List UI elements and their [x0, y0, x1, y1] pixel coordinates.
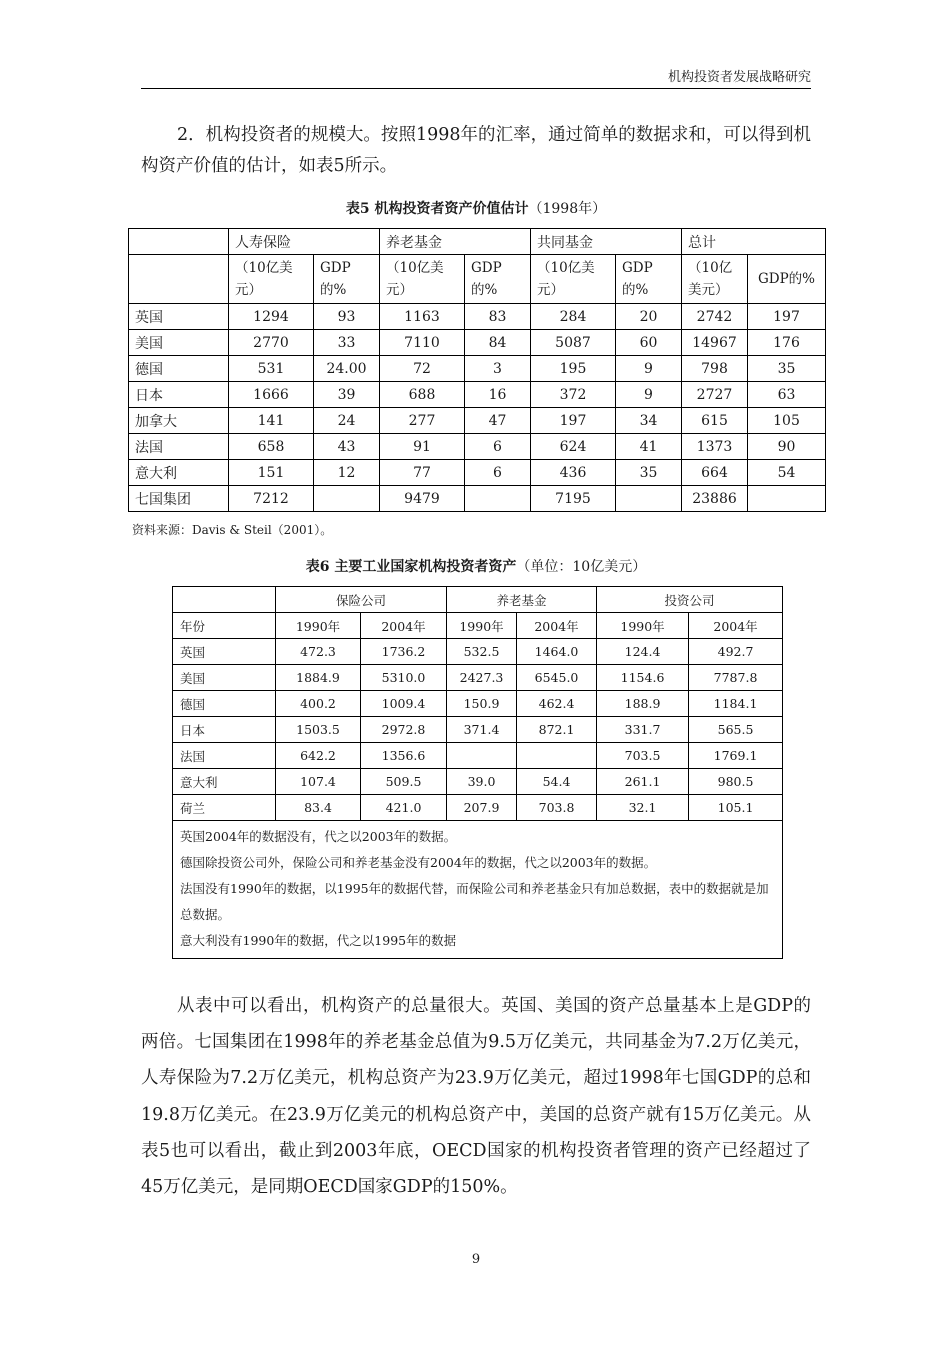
cell: 9: [616, 382, 682, 408]
table6-year-header: 1990年: [276, 613, 361, 639]
cell: 24: [314, 408, 380, 434]
table6-group-header: 投资公司: [597, 587, 783, 613]
table6-year-header: 2004年: [689, 613, 783, 639]
table-row: [173, 795, 783, 821]
cell: 39: [314, 382, 380, 408]
cell: 1373: [682, 434, 748, 460]
table6-year-label: 年份: [173, 613, 276, 639]
cell: 331.7: [597, 717, 689, 743]
cell: 703.5: [597, 743, 689, 769]
cell: 642.2: [276, 743, 361, 769]
cell: 16: [465, 382, 531, 408]
cell: 107.4: [276, 769, 361, 795]
cell: 1184.1: [689, 691, 783, 717]
cell: 84: [465, 330, 531, 356]
cell: 615: [682, 408, 748, 434]
table-row: [173, 665, 783, 691]
cell: 624: [531, 434, 616, 460]
cell: 703.8: [517, 795, 597, 821]
row-country: 美国: [173, 665, 276, 691]
cell: 83: [465, 304, 531, 330]
cell: 664: [682, 460, 748, 486]
cell: 93: [314, 304, 380, 330]
table-row: [129, 304, 826, 330]
row-country: 加拿大: [129, 408, 229, 434]
table-row: [173, 639, 783, 665]
row-country: 美国: [129, 330, 229, 356]
cell: 54: [748, 460, 826, 486]
table-row: [129, 330, 826, 356]
cell: 462.4: [517, 691, 597, 717]
cell: 7195: [531, 486, 616, 512]
table5-corner: [129, 229, 229, 255]
cell: 176: [748, 330, 826, 356]
cell: 6: [465, 434, 531, 460]
cell: 63: [748, 382, 826, 408]
table-row: [129, 460, 826, 486]
table6-year-header: 1990年: [447, 613, 517, 639]
cell: 12: [314, 460, 380, 486]
table5-subheader: GDP的%: [748, 255, 826, 304]
table6-group-header: 保险公司: [276, 587, 447, 613]
cell: 6: [465, 460, 531, 486]
cell: 72: [380, 356, 465, 382]
table5-caption-suffix: （1998年）: [528, 201, 607, 217]
cell: 1009.4: [361, 691, 447, 717]
cell: [517, 743, 597, 769]
row-country: 七国集团: [129, 486, 229, 512]
cell: 277: [380, 408, 465, 434]
row-country: 意大利: [173, 769, 276, 795]
row-country: 日本: [173, 717, 276, 743]
cell: 492.7: [689, 639, 783, 665]
cell: 1666: [229, 382, 314, 408]
cell: 7110: [380, 330, 465, 356]
table6-group-header: 养老基金: [447, 587, 597, 613]
table5-corner: [129, 255, 229, 304]
cell: 197: [531, 408, 616, 434]
cell: [748, 486, 826, 512]
cell: 197: [748, 304, 826, 330]
cell: 90: [748, 434, 826, 460]
table5-subheader: （10亿美元）: [531, 255, 616, 304]
table-row: [129, 356, 826, 382]
cell: 436: [531, 460, 616, 486]
table6-note: 意大利没有1990年的数据，代之以1995年的数据: [180, 933, 457, 948]
table5-subheader: GDP的%: [314, 255, 380, 304]
cell: 7787.8: [689, 665, 783, 691]
cell: [447, 743, 517, 769]
cell: 3: [465, 356, 531, 382]
table5-subheader: （10亿美元）: [229, 255, 314, 304]
cell: 2972.8: [361, 717, 447, 743]
running-header: 机构投资者发展战略研究: [667, 70, 811, 85]
cell: 33: [314, 330, 380, 356]
table6-year-header: 2004年: [361, 613, 447, 639]
cell: [616, 486, 682, 512]
cell: 54.4: [517, 769, 597, 795]
cell: 9: [616, 356, 682, 382]
table5-subheader: GDP的%: [465, 255, 531, 304]
cell: 47: [465, 408, 531, 434]
table5-group-header: 共同基金: [531, 229, 682, 255]
table6-corner: [173, 587, 276, 613]
cell: 151: [229, 460, 314, 486]
cell: 7212: [229, 486, 314, 512]
cell: 1154.6: [597, 665, 689, 691]
cell: 41: [616, 434, 682, 460]
table6-caption-title: 表6 主要工业国家机构投资者资产: [305, 559, 517, 575]
table6-note: 德国除投资公司外，保险公司和养老基金没有2004年的数据，代之以2003年的数据。: [180, 855, 657, 870]
table6: [172, 586, 783, 959]
cell: 6545.0: [517, 665, 597, 691]
table-row: [129, 434, 826, 460]
page-number: 9: [471, 1252, 481, 1267]
cell: 39.0: [447, 769, 517, 795]
table6-caption-suffix: （单位：10亿美元）: [516, 559, 647, 575]
table-row: [173, 743, 783, 769]
row-country: 法国: [173, 743, 276, 769]
table6-caption: [141, 556, 811, 576]
table5-group-header: 总计: [682, 229, 826, 255]
table-row: [173, 691, 783, 717]
row-country: 德国: [129, 356, 229, 382]
cell: 872.1: [517, 717, 597, 743]
cell: 1163: [380, 304, 465, 330]
cell: 2742: [682, 304, 748, 330]
cell: 91: [380, 434, 465, 460]
cell: 34: [616, 408, 682, 434]
cell: 1464.0: [517, 639, 597, 665]
cell: 5087: [531, 330, 616, 356]
cell: 207.9: [447, 795, 517, 821]
table5-subheader: GDP的%: [616, 255, 682, 304]
cell: 9479: [380, 486, 465, 512]
cell: 284: [531, 304, 616, 330]
table-row: [129, 408, 826, 434]
table5-source: 资料来源：Davis & Steil（2001）。: [132, 523, 333, 537]
table5-subheader: （10亿美元）: [380, 255, 465, 304]
header-rule: [141, 88, 811, 89]
paragraph-2: 从表中可以看出，机构资产的总量很大。英国、美国的资产总量基本上是GDP的两倍。七国集团在1998年的养老基金总值为9.5万亿美元，共同基金为7.2万亿美元，人寿保险为7.2万亿美元，机构总资产为23.9万亿美元，超过1998年七国GDP的总和19.8万亿美元。在23.9万亿美元的机构总资产中，美国的总资产就有15万亿美元。从表5也可以看出，截止到2003年底，OECD国家的机构投资者管理的资产已经超过了45万亿美元，是同期OECD国家GDP的150%。: [141, 996, 811, 1198]
cell: 141: [229, 408, 314, 434]
cell: 532.5: [447, 639, 517, 665]
table-row: [129, 486, 826, 512]
cell: 688: [380, 382, 465, 408]
cell: 83.4: [276, 795, 361, 821]
cell: [465, 486, 531, 512]
row-country: 法国: [129, 434, 229, 460]
row-country: 德国: [173, 691, 276, 717]
cell: 124.4: [597, 639, 689, 665]
cell: 372: [531, 382, 616, 408]
table-row: [173, 717, 783, 743]
cell: 24.00: [314, 356, 380, 382]
cell: 150.9: [447, 691, 517, 717]
table5: [128, 228, 826, 512]
table5-caption-title: 表5 机构投资者资产价值估计: [345, 201, 529, 217]
table-row: [173, 769, 783, 795]
cell: 1294: [229, 304, 314, 330]
cell: 20: [616, 304, 682, 330]
table6-notes: [173, 821, 783, 959]
table5-subheader: （10亿美元）: [682, 255, 748, 304]
cell: 14967: [682, 330, 748, 356]
row-country: 英国: [129, 304, 229, 330]
table6-note: 英国2004年的数据没有，代之以2003年的数据。: [180, 829, 457, 844]
cell: 400.2: [276, 691, 361, 717]
cell: 565.5: [689, 717, 783, 743]
cell: 980.5: [689, 769, 783, 795]
cell: 105.1: [689, 795, 783, 821]
cell: 188.9: [597, 691, 689, 717]
cell: 798: [682, 356, 748, 382]
cell: 472.3: [276, 639, 361, 665]
row-country: 意大利: [129, 460, 229, 486]
row-country: 荷兰: [173, 795, 276, 821]
table6-year-header: 1990年: [597, 613, 689, 639]
cell: 77: [380, 460, 465, 486]
cell: 1884.9: [276, 665, 361, 691]
cell: 531: [229, 356, 314, 382]
cell: 371.4: [447, 717, 517, 743]
cell: 32.1: [597, 795, 689, 821]
row-country: 英国: [173, 639, 276, 665]
row-country: 日本: [129, 382, 229, 408]
cell: 35: [748, 356, 826, 382]
cell: 1503.5: [276, 717, 361, 743]
table-row: [129, 382, 826, 408]
cell: 43: [314, 434, 380, 460]
cell: 509.5: [361, 769, 447, 795]
cell: 105: [748, 408, 826, 434]
cell: 1736.2: [361, 639, 447, 665]
table5-group-header: 人寿保险: [229, 229, 380, 255]
cell: 35: [616, 460, 682, 486]
cell: 23886: [682, 486, 748, 512]
cell: 1356.6: [361, 743, 447, 769]
table5-caption: [141, 198, 811, 218]
cell: [314, 486, 380, 512]
cell: 2727: [682, 382, 748, 408]
table6-note: 法国没有1990年的数据，以1995年的数据代替，而保险公司和养老基金只有加总数据，表中的数据就是加总数据。: [180, 881, 769, 922]
paragraph-1: 2．机构投资者的规模大。按照1998年的汇率，通过简单的数据求和，可以得到机构资产价值的估计，如表5所示。: [141, 125, 811, 176]
cell: 658: [229, 434, 314, 460]
cell: 60: [616, 330, 682, 356]
table6-year-header: 2004年: [517, 613, 597, 639]
cell: 195: [531, 356, 616, 382]
cell: 2770: [229, 330, 314, 356]
cell: 1769.1: [689, 743, 783, 769]
cell: 421.0: [361, 795, 447, 821]
cell: 261.1: [597, 769, 689, 795]
cell: 2427.3: [447, 665, 517, 691]
cell: 5310.0: [361, 665, 447, 691]
table5-group-header: 养老基金: [380, 229, 531, 255]
